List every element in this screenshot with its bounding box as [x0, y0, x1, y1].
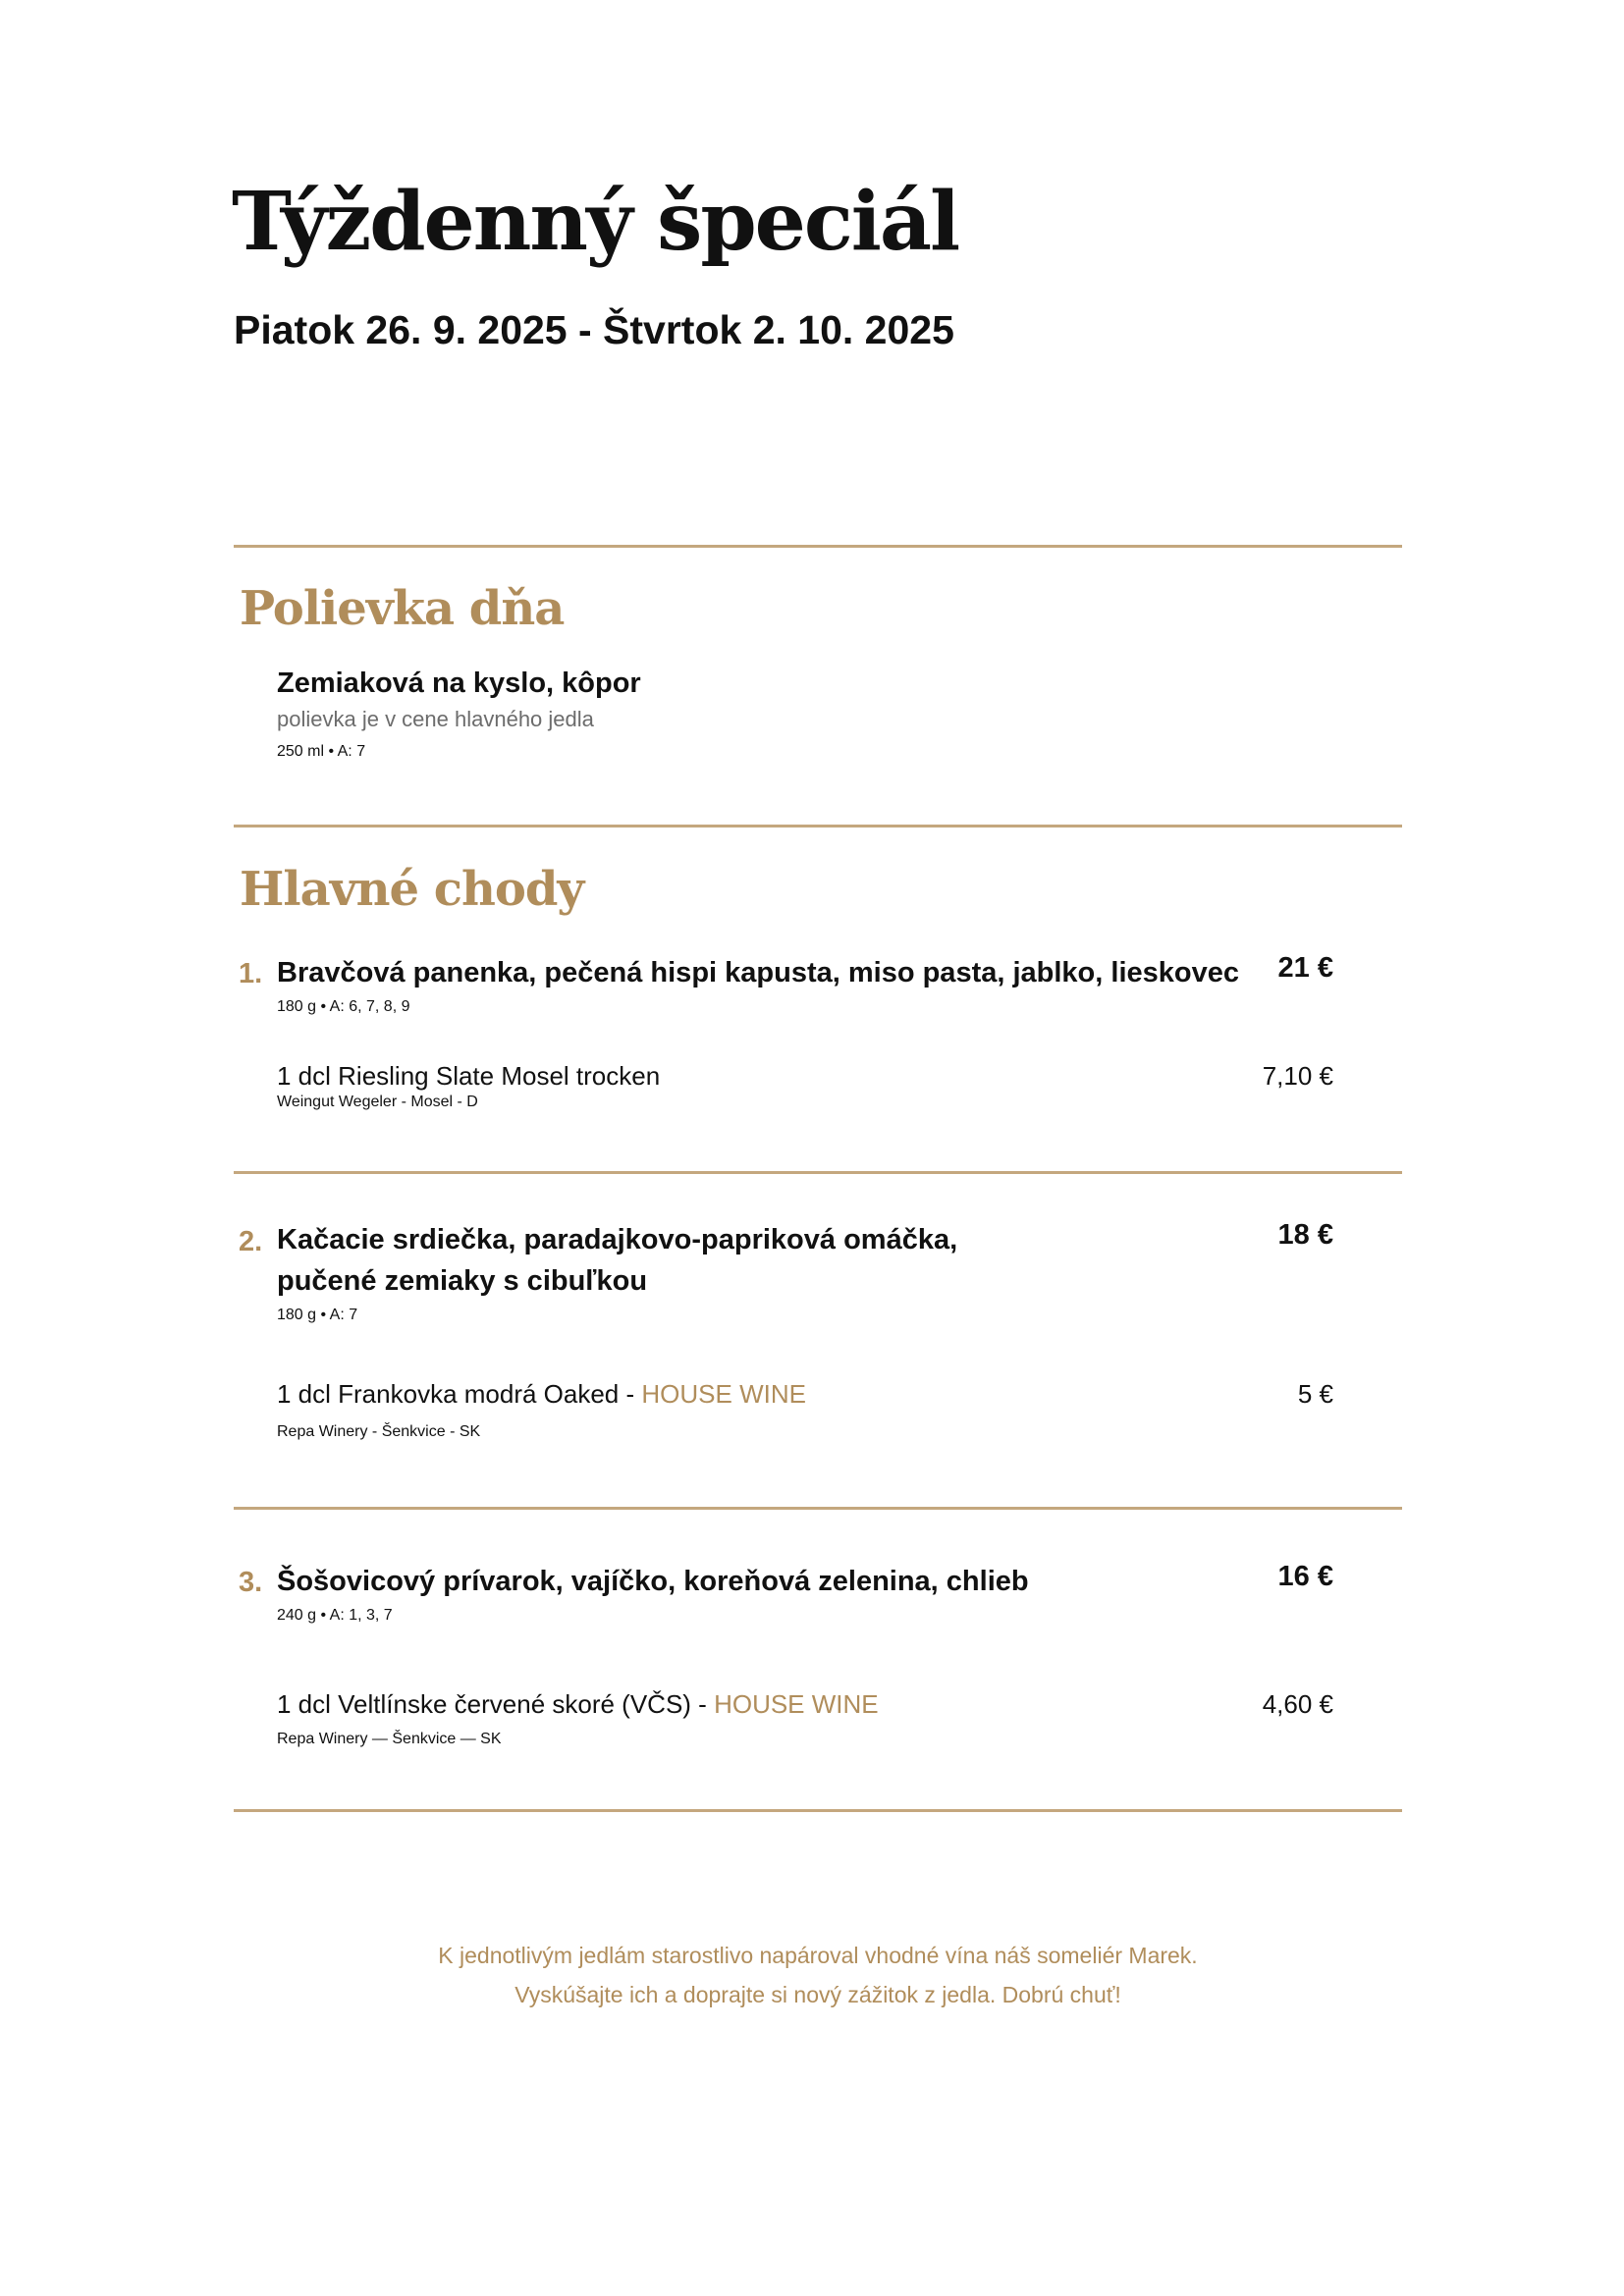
house-wine-tag: HOUSE WINE: [641, 1379, 806, 1409]
dish-price: 16 €: [1277, 1561, 1333, 1592]
dish-name: Šošovicový prívarok, vajíčko, koreňová zelenina, chlieb: [277, 1566, 1029, 1597]
dish-price: 21 €: [1277, 952, 1333, 984]
footer-line-1: K jednotlivým jedlám starostlivo napároval vhodné vína náš someliér Marek.: [438, 1943, 1198, 1968]
divider: [234, 545, 1402, 548]
divider: [234, 825, 1402, 828]
soup-section-heading: Polievka dňa: [240, 581, 565, 636]
wine-price: 5 €: [1297, 1379, 1333, 1409]
winery: Weingut Wegeler - Mosel - D: [277, 1094, 478, 1110]
footer-line-2: Vyskúšajte ich a doprajte si nový zážitok z jedla. Dobrú chuť!: [514, 1982, 1121, 2007]
soup-name: Zemiaková na kyslo, kôpor: [277, 667, 641, 699]
wine-name: 1 dcl Veltlínske červené skoré (VČS) -: [277, 1689, 715, 1719]
wine-price: 4,60 €: [1262, 1689, 1333, 1719]
dish-number: 3.: [239, 1567, 263, 1598]
wine-pairing: [277, 1061, 660, 1092]
mains-section-heading: Hlavné chody: [240, 862, 584, 917]
dish-meta: 240 g • A: 1, 3, 7: [277, 1607, 393, 1624]
page-title: Týždenný špeciál: [232, 175, 959, 269]
dish-number: 1.: [239, 958, 263, 989]
dish-meta: 180 g • A: 7: [277, 1307, 358, 1323]
soup-note: polievka je v cene hlavného jedla: [277, 707, 594, 731]
winery: Repa Winery — Šenkvice — SK: [277, 1731, 502, 1747]
dish-price: 18 €: [1277, 1219, 1333, 1251]
dish-name: Kačacie srdiečka, paradajkovo-papriková omáčka,: [277, 1224, 958, 1255]
dish-number: 2.: [239, 1226, 263, 1257]
dish-name-line2: pučené zemiaky s cibuľkou: [277, 1265, 648, 1297]
divider: [234, 1507, 1402, 1510]
soup-meta: 250 ml • A: 7: [277, 743, 366, 760]
wine-price: 7,10 €: [1262, 1061, 1333, 1091]
dish-name: Bravčová panenka, pečená hispi kapusta, miso pasta, jablko, lieskovec: [277, 957, 1239, 988]
dish-meta: 180 g • A: 6, 7, 8, 9: [277, 998, 410, 1015]
winery: Repa Winery - Šenkvice - SK: [277, 1423, 481, 1440]
wine-pairing: [277, 1689, 879, 1720]
wine-name: 1 dcl Frankovka modrá Oaked -: [277, 1379, 642, 1409]
date-range: Piatok 26. 9. 2025 - Štvrtok 2. 10. 2025: [234, 307, 954, 352]
divider: [234, 1171, 1402, 1174]
wine-name: 1 dcl Riesling Slate Mosel trocken: [277, 1061, 661, 1091]
divider: [234, 1809, 1402, 1812]
house-wine-tag: HOUSE WINE: [714, 1689, 879, 1719]
wine-pairing: [277, 1379, 806, 1410]
